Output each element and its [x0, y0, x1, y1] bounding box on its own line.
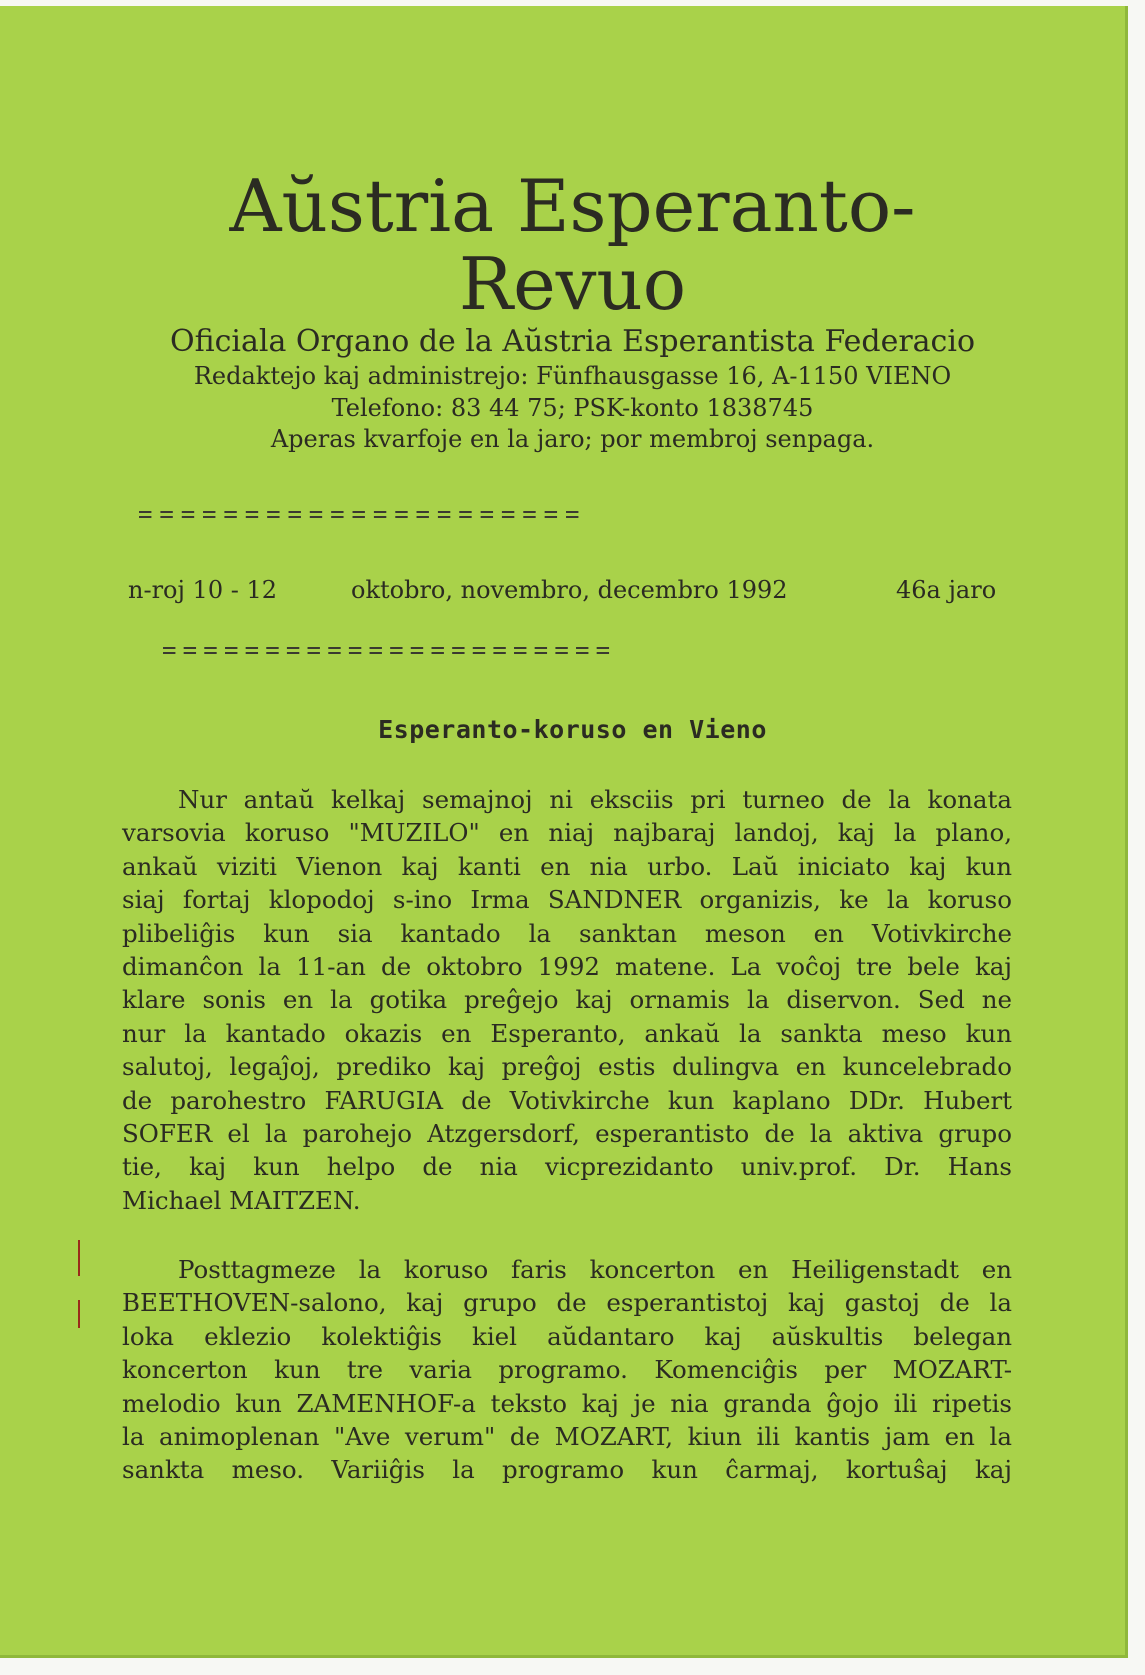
article-paragraph-1 [122, 783, 1012, 1217]
paragraph-line: sankta meso. Variiĝis la programo kun ĉarmaj, kortuŝaj kaj [122, 1455, 1012, 1485]
separator-bottom: ====================== [162, 636, 617, 664]
magazine-title-line1: Aŭstria Esperanto- [229, 164, 916, 248]
paragraph-line: melodio kun ZAMENHOF-a teksto kaj je nia granda ĝojo ili ripetis [122, 1388, 1012, 1418]
issue-months: oktobro, novembro, decembro 1992 [351, 576, 788, 604]
issue-year: 46a jaro [896, 576, 997, 604]
paragraph-line: la animoplenan "Ave verum" de MOZART, kiun ili kantis jam en la [122, 1421, 1012, 1451]
paragraph-line: SOFER el la parohejo Atzgersdorf, esperantisto de la aktiva grupo [122, 1118, 1012, 1148]
paragraph-line: dimanĉon la 11-an de oktobro 1992 matene. La voĉoj tre bele kaj [122, 951, 1012, 981]
subtitle: Oficiala Organo de la Aŭstria Esperantista Federacio [169, 324, 976, 359]
paragraph-line: varsovia koruso "MUZILO" en niaj najbaraj landoj, kaj la plano, [122, 818, 1012, 848]
paragraph-line: tie, kaj kun helpo de nia vicprezidanto univ.prof. Dr. Hans [122, 1152, 1012, 1182]
paragraph-line: nur la kantado okazis en Esperanto, ankaŭ la sankta meso kun [122, 1018, 1012, 1048]
separator-top: ===================== [138, 500, 587, 528]
article-title: Esperanto-koruso en Vieno [378, 715, 767, 744]
paragraph-line: Michael MAITZEN. [122, 1185, 361, 1215]
paragraph-line: salutoj, legaĵoj, prediko kaj preĝoj estis dulingva en kuncelebrado [122, 1052, 1012, 1082]
paragraph-line: de parohestro FARUGIA de Votivkirche kun kaplano DDr. Hubert [122, 1085, 1012, 1115]
paragraph-line: loka eklezio kolektiĝis kiel aŭdantaro kaj aŭskultis belegan [122, 1321, 1012, 1351]
paragraph-line: siaj fortaj klopodoj s-ino Irma SANDNER organizis, ke la koruso [122, 885, 1012, 915]
frequency-line: Aperas kvarfoje en la jaro; por membroj senpaga. [270, 425, 875, 453]
paragraph-line: Posttagmeze la koruso faris koncerton en Heiligenstadt en [178, 1255, 1012, 1284]
paragraph-line: ankaŭ viziti Vienon kaj kanti en nia urbo. Laŭ iniciato kaj kun [122, 851, 1012, 881]
margin-pen-mark [78, 1300, 80, 1328]
paragraph-line: Nur antaŭ kelkaj semajnoj ni eksciis pri turneo de la konata [178, 785, 1012, 814]
article-paragraph-2 [122, 1253, 1012, 1487]
paragraph-line: BEETHOVEN-salono, kaj grupo de esperantistoj kaj gastoj de la [122, 1288, 1012, 1318]
issue-number: n-roj 10 - 12 [128, 576, 278, 604]
magazine-title-line2: Revuo [458, 242, 687, 326]
paragraph-line: plibeliĝis kun sia kantado la sanktan meson en Votivkirche [122, 918, 1012, 948]
address-line: Redaktejo kaj administrejo: Fünfhausgasse 16, A-1150 VIENO [193, 362, 952, 390]
paragraph-line: klare sonis en la gotika preĝejo kaj ornamis la diservon. Sed ne [122, 985, 1012, 1015]
phone-line: Telefono: 83 44 75; PSK-konto 1838745 [331, 394, 814, 422]
paragraph-line: koncerton kun tre varia programo. Komenciĝis per MOZART- [122, 1355, 1012, 1385]
margin-pen-mark [78, 1240, 80, 1276]
